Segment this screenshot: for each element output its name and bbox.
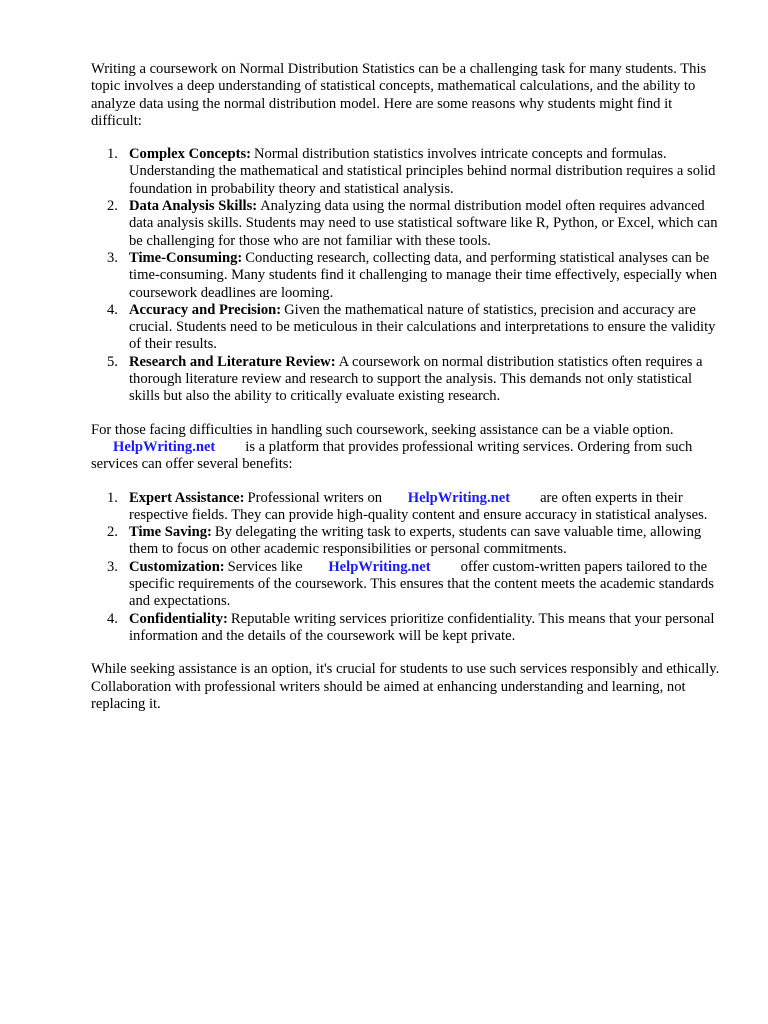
helpwriting-link[interactable]: HelpWriting.net: [328, 558, 431, 575]
item-title: Complex Concepts:: [129, 146, 252, 163]
item-title: Research and Literature Review:: [129, 353, 336, 370]
item-text: Reputable writing services prioritize confidentiality. This means that your personal information and the details of the coursework will be kept private.: [129, 610, 715, 644]
item-number: 1.: [107, 146, 118, 163]
item-title: Expert Assistance:: [129, 489, 245, 506]
middle-text-before: For those facing difficulties in handling such coursework, seeking assistance can be a viable option.: [91, 421, 674, 438]
closing-paragraph: While seeking assistance is an option, it's crucial for students to use such services responsibly and ethically. Collaboration with professional writers should be aimed at enhancing understanding and learning, not replacing it.: [91, 661, 720, 712]
list-item: [91, 198, 721, 250]
item-text: Given the mathematical nature of statistics, precision and accuracy are crucial. Students need to be meticulous in their calculations and interpretations to ensure the validity of their results.: [129, 301, 716, 353]
item-number: 1.: [107, 489, 118, 506]
item-text: Analyzing data using the normal distribution model often requires advanced data analysis skills. Students may need to use statistical software like R, Python, or Excel, which can be challenging for those who are not familiar with these tools.: [129, 198, 718, 249]
document-page: [91, 61, 721, 713]
intro-paragraph: Writing a coursework on Normal Distribution Statistics can be a challenging task for many students. This topic involves a deep understanding of statistical concepts, mathematical calculations, and the ability to analyze data using the normal distribution model. Here are some reasons why students might find it difficult:: [91, 61, 707, 129]
item-text: are often experts in their respective fields. They can provide high-quality content and ensure accuracy in statistical analyses.: [129, 489, 708, 523]
item-text: A coursework on normal distribution statistics often requires a thorough literature review and research to support the analysis. This demands not only statistical skills but also the ability to critically evaluate existing research.: [129, 353, 703, 405]
list-item: [91, 250, 721, 302]
item-number: 4.: [107, 610, 118, 627]
item-title: Accuracy and Precision:: [129, 301, 282, 318]
item-number: 2.: [107, 198, 118, 215]
difficulties-list: [91, 146, 721, 405]
helpwriting-link[interactable]: HelpWriting.net: [113, 438, 216, 455]
item-text: offer custom-written papers tailored to the specific requirements of the coursework. This ensures that the content meets the academic standards and expectations.: [129, 558, 714, 610]
item-text: Normal distribution statistics involves intricate concepts and formulas. Understanding the mathematical and statistical principles behind normal distribution requires a solid foundation in probability theory and statistical analysis.: [129, 146, 716, 197]
item-title: Customization:: [129, 558, 225, 575]
helpwriting-link[interactable]: HelpWriting.net: [407, 489, 511, 506]
list-item: [91, 559, 721, 611]
item-title: Time Saving:: [129, 524, 212, 541]
item-number: 3.: [107, 558, 118, 575]
list-item: [91, 354, 721, 406]
item-number: 5.: [107, 353, 118, 370]
item-title: Time-Consuming:: [129, 249, 243, 266]
item-number: 3.: [107, 249, 118, 266]
middle-paragraph: [91, 422, 721, 474]
item-text: Conducting research, collecting data, and performing statistical analyses can be time-consuming. Many students find it challenging to manage their time effectively, especially when coursework deadlines are looming.: [129, 249, 718, 301]
item-number: 2.: [107, 524, 118, 541]
benefits-list: [91, 490, 721, 646]
list-item: [91, 146, 721, 198]
list-item: [91, 302, 721, 354]
list-item: [91, 611, 721, 646]
item-title: Confidentiality:: [129, 610, 228, 627]
list-item: [91, 490, 721, 525]
list-item: [91, 524, 721, 559]
middle-text-after: is a platform that provides professional writing services. Ordering from such services can offer several benefits:: [91, 438, 693, 473]
item-text: Services like: [227, 558, 303, 575]
item-text: By delegating the writing task to experts, students can save valuable time, allowing them to focus on other academic responsibilities or personal commitments.: [129, 524, 702, 558]
item-title: Data Analysis Skills:: [129, 198, 258, 215]
item-number: 4.: [107, 301, 118, 318]
item-text: Professional writers on: [247, 489, 383, 506]
